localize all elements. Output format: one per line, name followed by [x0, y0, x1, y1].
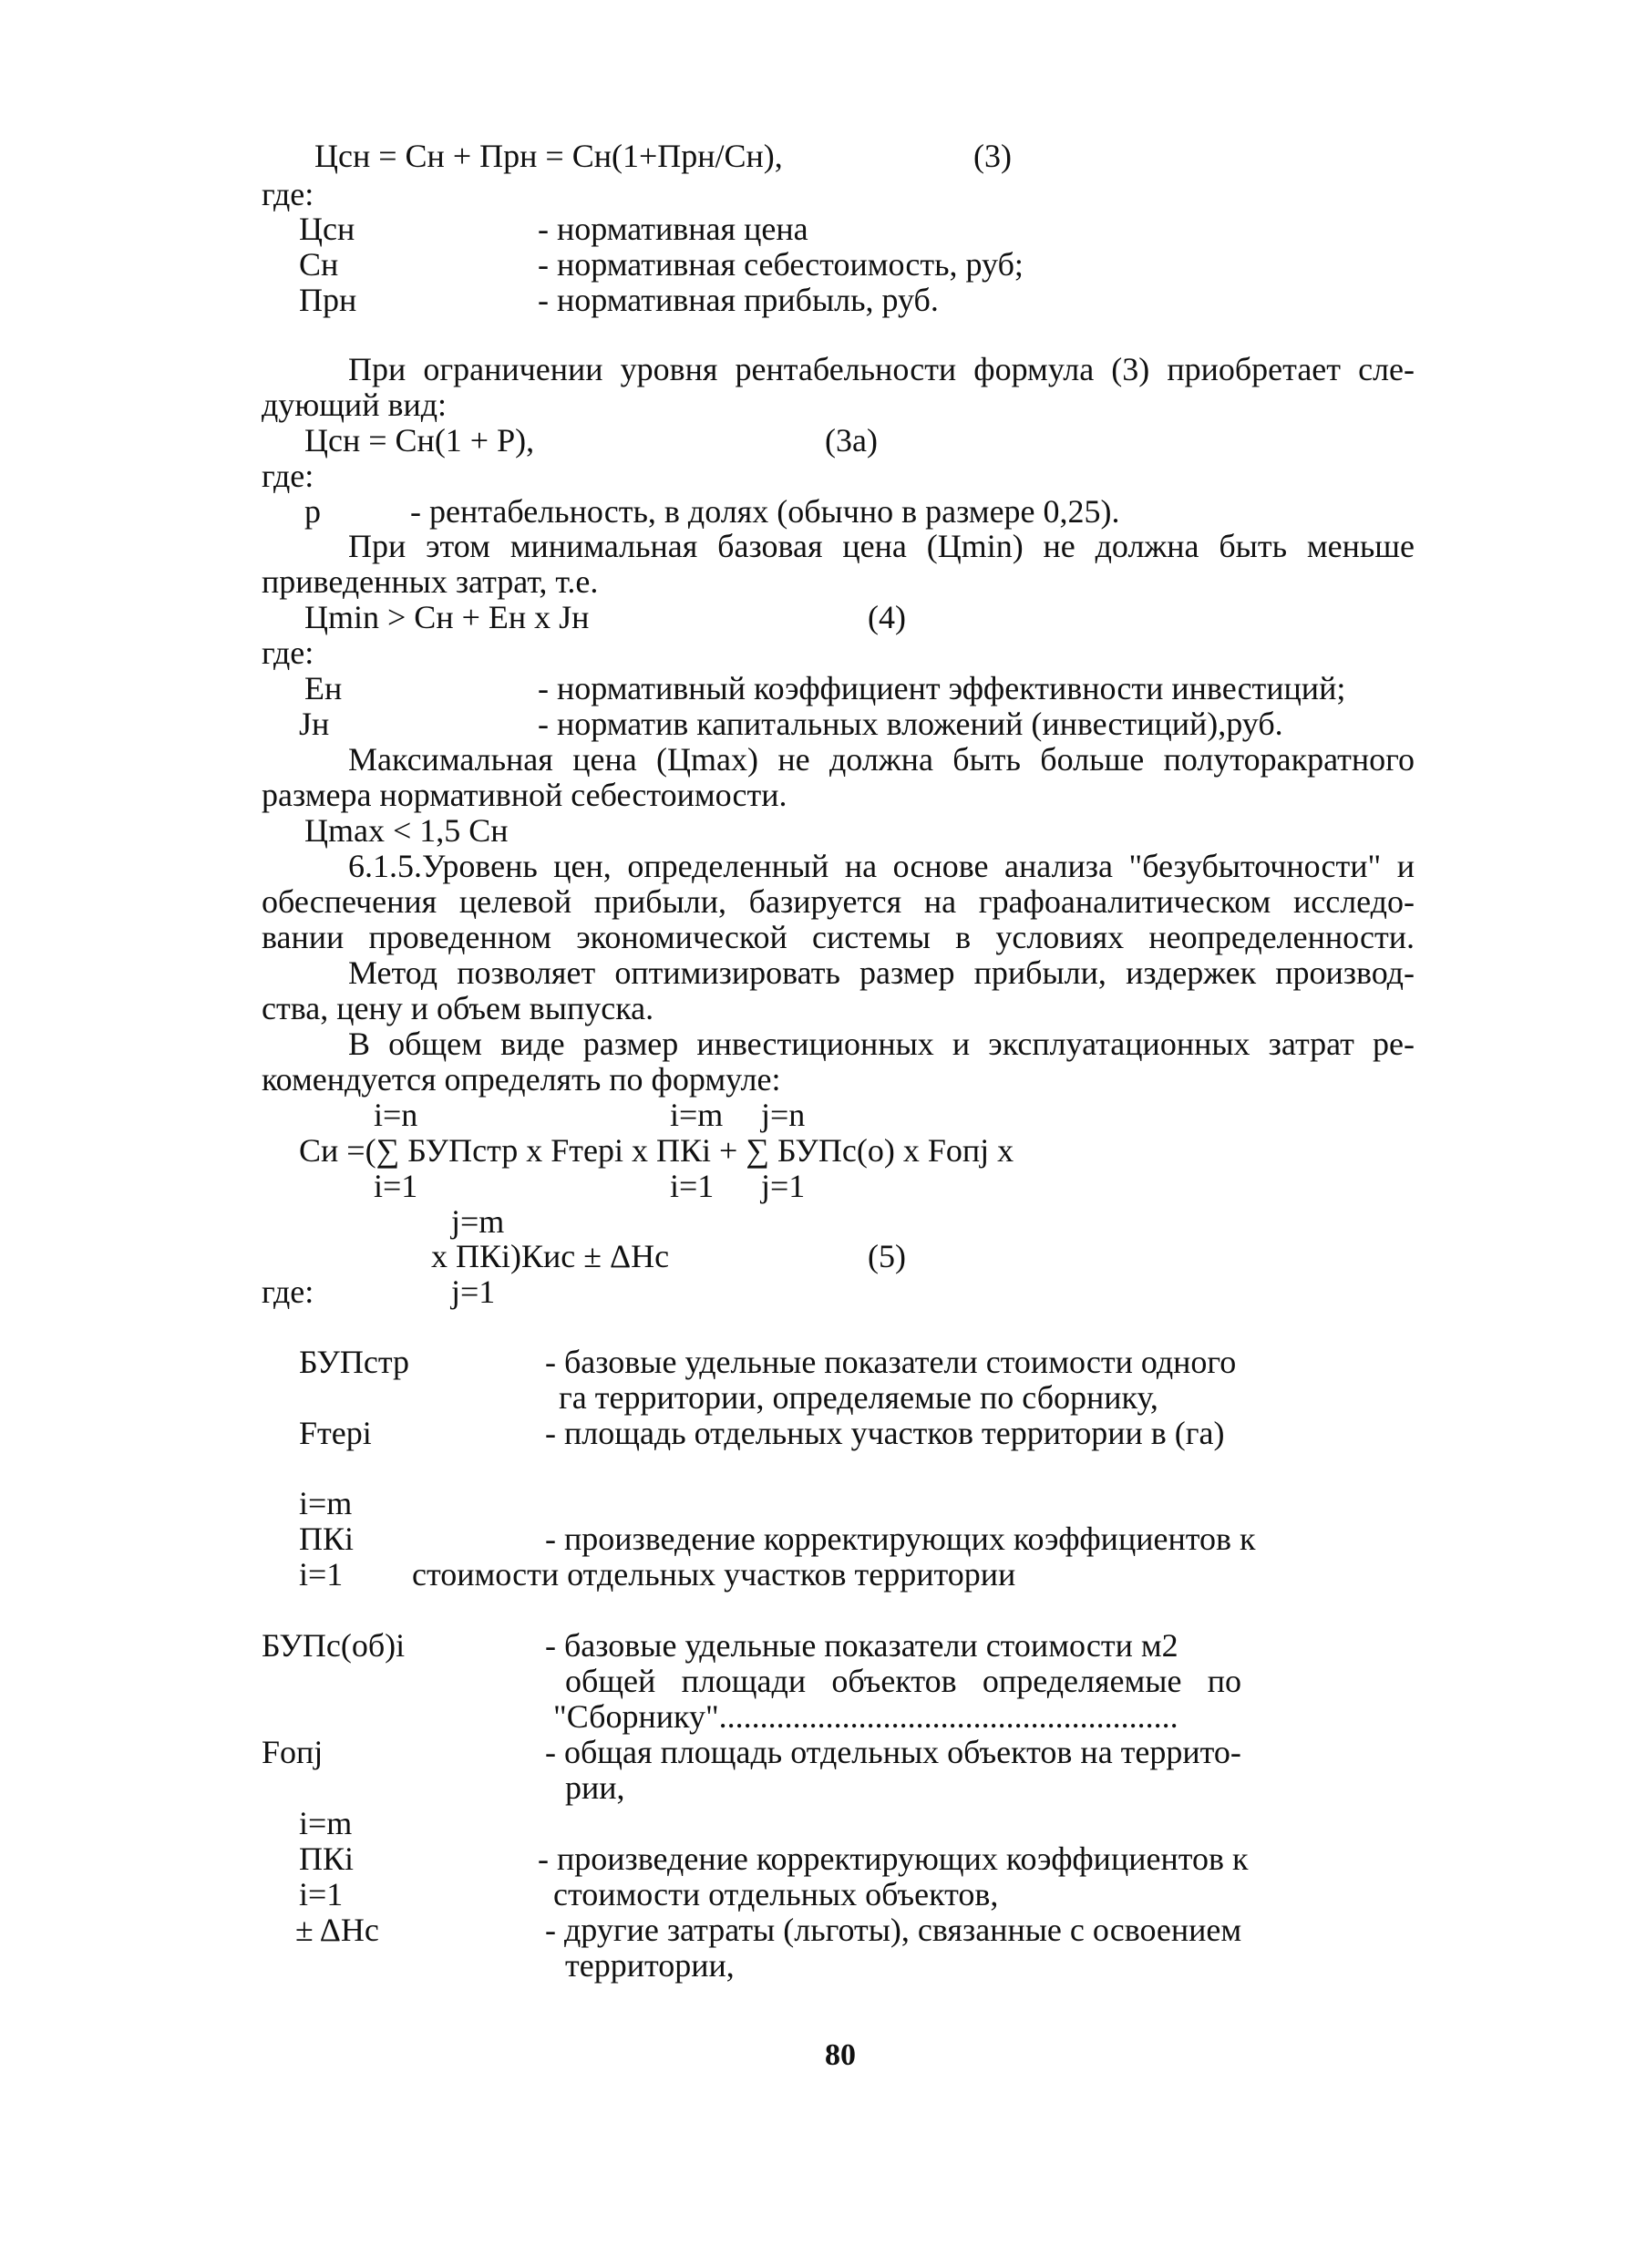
def-symbol: ПКi — [299, 1521, 355, 1557]
def-description: территории, — [565, 1947, 735, 1984]
def-description: - нормативный коэффициент эффективности инвестиций; — [538, 670, 1346, 706]
def-symbol: Jн — [299, 706, 330, 742]
formula-max: Цmax < 1,5 Сн — [304, 812, 509, 849]
def-description: - другие затраты (льготы), связанные с освоением — [545, 1912, 1242, 1948]
formula-3a-number: (3а) — [825, 422, 878, 459]
def-description: - рентабельность, в долях (обычно в размере 0,25). — [410, 493, 1120, 530]
def-description: - произведение корректирующих коэффициентов к — [545, 1521, 1256, 1557]
formula-5-number: (5) — [868, 1238, 906, 1274]
paragraph-line: При этом минимальная базовая цена (Цmin) не должна быть меньше — [348, 528, 1415, 564]
def-symbol: Цсн — [299, 211, 355, 247]
formula-3: Цсн = Сн + Прн = Сн(1+Прн/Сн), — [314, 138, 783, 174]
def-description: - общая площадь отдельных объектов на террито- — [545, 1734, 1241, 1770]
def-symbol: Fтерi — [299, 1415, 372, 1451]
def-description: стоимости отдельных объектов, — [553, 1876, 999, 1912]
paragraph-line: обеспечения целевой прибыли, базируется на графоаналитическом исследо- — [262, 883, 1415, 920]
paragraph-line: комендуется определять по формуле: — [262, 1061, 781, 1098]
def-symbol: БУПстр — [299, 1344, 410, 1380]
def-description: - нормативная цена — [538, 211, 808, 247]
def-description: - площадь отдельных участков территории в (га) — [545, 1415, 1225, 1451]
paragraph-line: Максимальная цена (Цmax) не должна быть больше полуторакратного — [348, 741, 1415, 778]
def-description: га территории, определяемые по сборнику, — [559, 1379, 1158, 1416]
paragraph-line: При ограничении уровня рентабельности формула (3) приобретает сле- — [348, 351, 1415, 387]
formula-4-number: (4) — [868, 599, 906, 635]
def-symbol: Fопj — [262, 1734, 324, 1770]
def-description: - произведение корректирующих коэффициентов к — [538, 1840, 1249, 1877]
where-label: где: — [262, 458, 314, 494]
def-description: - нормативная себестоимость, руб; — [538, 246, 1024, 283]
sum-upper-limit: j=m — [451, 1203, 505, 1240]
where-label: где: — [262, 1273, 314, 1310]
def-symbol: Прн — [299, 282, 357, 318]
sum-lower-limit: i=1 — [670, 1168, 715, 1204]
def-description: - базовые удельные показатели стоимости одного — [545, 1344, 1237, 1380]
page-number: 80 — [825, 2038, 856, 2072]
formula-5: Си =(∑ БУПстр х Fтерi х ПКi + ∑ БУПс(о) х Fопj х — [299, 1132, 1014, 1169]
def-description: "Сборнику"........................................................ — [553, 1698, 1178, 1735]
def-description: стоимости отдельных участков территории — [412, 1556, 1016, 1593]
paragraph-line: дующий вид: — [262, 387, 448, 423]
def-symbol: р — [304, 493, 321, 530]
product-lower-limit: i=1 — [299, 1556, 344, 1593]
sum-lower-limit: i=1 — [374, 1168, 418, 1204]
paragraph-line: Метод позволяет оптимизировать размер прибыли, издержек производ- — [348, 954, 1415, 991]
product-upper-limit: i=m — [299, 1485, 353, 1521]
product-lower-limit: i=1 — [299, 1876, 344, 1912]
def-symbol: Сн — [299, 246, 339, 283]
formula-5-continuation: х ПКi)Кис ± ΔНс — [431, 1238, 670, 1274]
def-symbol: ПКi — [299, 1840, 355, 1877]
def-symbol: БУПс(об)i — [262, 1627, 406, 1664]
paragraph-line: В общем виде размер инвестиционных и эксплуатационных затрат ре- — [348, 1026, 1415, 1062]
formula-3a: Цсн = Сн(1 + Р), — [304, 422, 535, 459]
sum-lower-limit: j=1 — [761, 1168, 806, 1204]
paragraph-line: ства, цену и объем выпуска. — [262, 990, 654, 1026]
sum-upper-limit: i=n — [374, 1097, 418, 1133]
def-symbol: Ен — [304, 670, 343, 706]
sum-upper-limit: i=m — [670, 1097, 724, 1133]
formula-4: Цmin > Сн + Ен х Jн — [304, 599, 590, 635]
product-upper-limit: i=m — [299, 1805, 353, 1841]
def-description: - нормативная прибыль, руб. — [538, 282, 939, 318]
def-description: - базовые удельные показатели стоимости м2 — [545, 1627, 1178, 1664]
def-description: рии, — [565, 1769, 625, 1806]
formula-3-number: (3) — [973, 138, 1012, 174]
def-symbol: ± ΔНс — [295, 1912, 379, 1948]
def-description: общей площади объектов определяемые по — [565, 1663, 1241, 1699]
paragraph-line: приведенных затрат, т.е. — [262, 563, 599, 600]
paragraph-line: размера нормативной себестоимости. — [262, 777, 787, 813]
paragraph-line: вании проведенном экономической системы в условиях неопределенности. — [262, 919, 1415, 955]
def-description: - норматив капитальных вложений (инвестиций),руб. — [538, 706, 1283, 742]
paragraph-line: 6.1.5.Уровень цен, определенный на основе анализа "безубыточности" и — [348, 848, 1415, 884]
sum-lower-limit: j=1 — [451, 1273, 496, 1310]
where-label: где: — [262, 634, 314, 671]
where-label: где: — [262, 176, 314, 212]
sum-upper-limit: j=n — [761, 1097, 806, 1133]
